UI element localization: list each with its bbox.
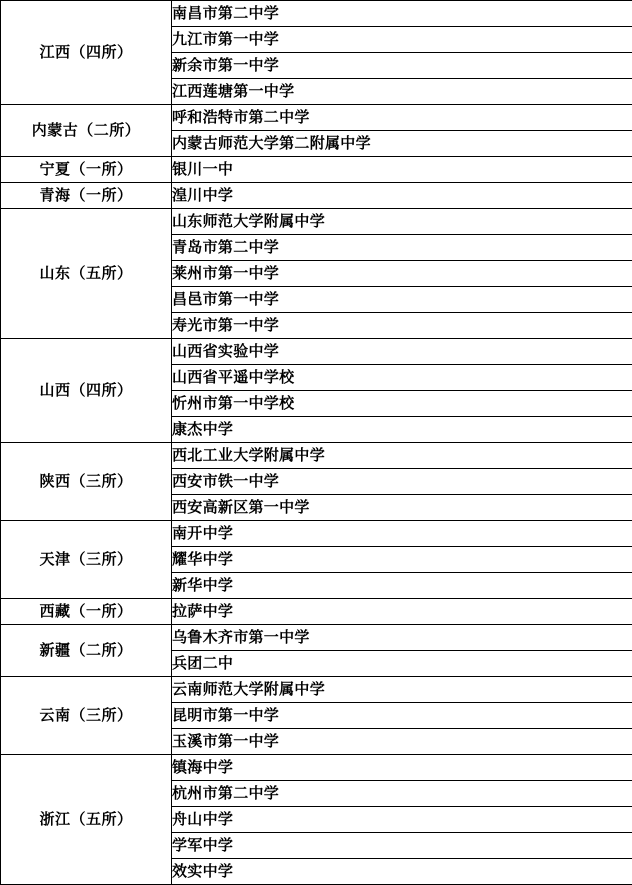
school-name-cell: 西北工业大学附属中学 <box>172 443 632 469</box>
table-row <box>1 625 632 651</box>
school-name-cell: 康杰中学 <box>172 417 632 443</box>
table-row <box>1 105 632 131</box>
school-name-cell: 银川一中 <box>172 157 632 183</box>
school-name-cell: 忻州市第一中学校 <box>172 391 632 417</box>
school-name-cell: 兵团二中 <box>172 651 632 677</box>
region-cell: 新疆（二所） <box>1 625 172 677</box>
region-cell: 云南（三所） <box>1 677 172 755</box>
school-name-cell: 南昌市第二中学 <box>172 1 632 27</box>
table-row <box>1 677 632 703</box>
table-row <box>1 209 632 235</box>
school-name-cell: 杭州市第二中学 <box>172 781 632 807</box>
school-name-cell: 寿光市第一中学 <box>172 313 632 339</box>
school-name-cell: 山西省平遥中学校 <box>172 365 632 391</box>
school-name-cell: 九江市第一中学 <box>172 27 632 53</box>
school-name-cell: 新余市第一中学 <box>172 53 632 79</box>
school-name-cell: 山西省实验中学 <box>172 339 632 365</box>
school-name-cell: 呼和浩特市第二中学 <box>172 105 632 131</box>
table-row <box>1 755 632 781</box>
region-cell: 浙江（五所） <box>1 755 172 885</box>
school-name-cell: 云南师范大学附属中学 <box>172 677 632 703</box>
region-cell: 西藏（一所） <box>1 599 172 625</box>
region-cell: 山东（五所） <box>1 209 172 339</box>
region-cell: 宁夏（一所） <box>1 157 172 183</box>
school-name-cell: 昆明市第一中学 <box>172 703 632 729</box>
school-name-cell: 西安市铁一中学 <box>172 469 632 495</box>
table-row <box>1 521 632 547</box>
school-name-cell: 湟川中学 <box>172 183 632 209</box>
table-body <box>1 1 632 885</box>
table-row <box>1 443 632 469</box>
school-name-cell: 学军中学 <box>172 833 632 859</box>
region-cell: 山西（四所） <box>1 339 172 443</box>
school-name-cell: 山东师范大学附属中学 <box>172 209 632 235</box>
school-name-cell: 南开中学 <box>172 521 632 547</box>
table-row <box>1 599 632 625</box>
table-row <box>1 1 632 27</box>
school-name-cell: 新华中学 <box>172 573 632 599</box>
school-name-cell: 西安高新区第一中学 <box>172 495 632 521</box>
school-name-cell: 效实中学 <box>172 859 632 885</box>
school-name-cell: 拉萨中学 <box>172 599 632 625</box>
school-name-cell: 青岛市第二中学 <box>172 235 632 261</box>
school-name-cell: 江西莲塘第一中学 <box>172 79 632 105</box>
school-name-cell: 镇海中学 <box>172 755 632 781</box>
region-cell: 陕西（三所） <box>1 443 172 521</box>
school-name-cell: 耀华中学 <box>172 547 632 573</box>
region-cell: 天津（三所） <box>1 521 172 599</box>
region-cell: 江西（四所） <box>1 1 172 105</box>
table-row <box>1 157 632 183</box>
school-name-cell: 莱州市第一中学 <box>172 261 632 287</box>
school-name-cell: 舟山中学 <box>172 807 632 833</box>
region-cell: 内蒙古（二所） <box>1 105 172 157</box>
school-name-cell: 乌鲁木齐市第一中学 <box>172 625 632 651</box>
school-name-cell: 内蒙古师范大学第二附属中学 <box>172 131 632 157</box>
table-row <box>1 183 632 209</box>
table-row <box>1 339 632 365</box>
school-name-cell: 玉溪市第一中学 <box>172 729 632 755</box>
school-name-cell: 昌邑市第一中学 <box>172 287 632 313</box>
region-cell: 青海（一所） <box>1 183 172 209</box>
